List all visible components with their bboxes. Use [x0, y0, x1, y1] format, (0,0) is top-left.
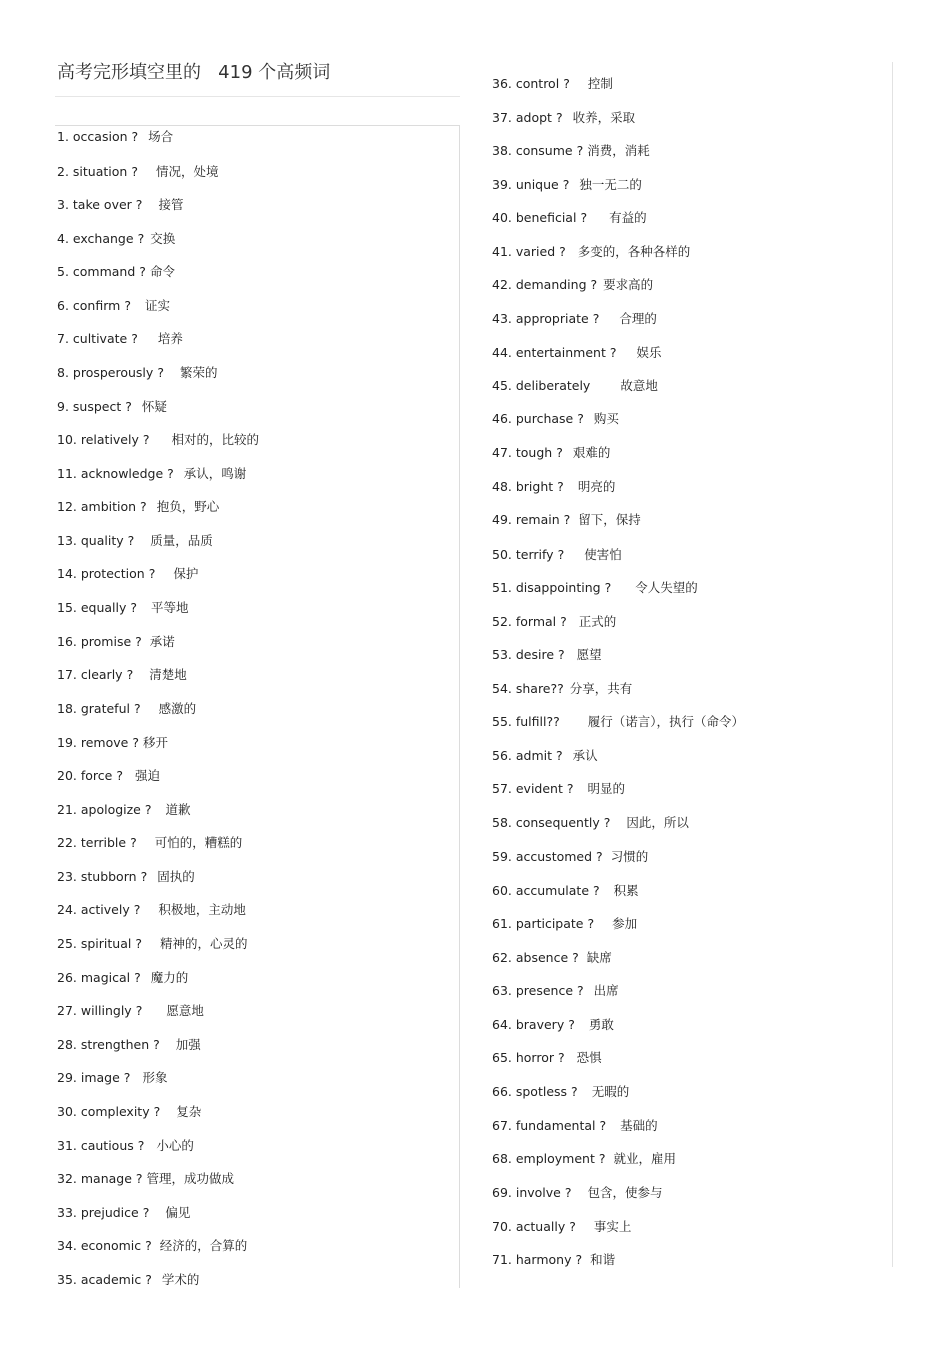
- title-divider: [55, 96, 460, 97]
- right-entry: [492, 1185, 663, 1201]
- right-entry: [492, 345, 662, 361]
- vocab-meaning: 就业，雇用: [613, 1151, 677, 1166]
- right-entry: [492, 76, 613, 92]
- vocab-term: 13. quality: [57, 533, 124, 548]
- vocab-term: 30. complexity: [57, 1104, 150, 1119]
- vocab-meaning: 保护: [173, 566, 199, 581]
- vocab-term: 52. formal: [492, 614, 557, 629]
- missing-phonetic-mark: ?: [148, 566, 156, 581]
- missing-phonetic-mark: ?: [569, 1219, 576, 1234]
- vocab-term: 70. actually: [492, 1219, 566, 1234]
- vocab-meaning: 留下，保持: [578, 512, 641, 527]
- right-entry: [492, 378, 658, 394]
- right-column-divider: [892, 62, 893, 1267]
- missing-phonetic-mark: ?: [555, 110, 563, 125]
- vocab-meaning: 积累: [613, 883, 639, 898]
- vocab-term: 4. exchange: [57, 231, 134, 246]
- left-entry: [57, 735, 168, 751]
- vocab-meaning: 小心的: [156, 1138, 194, 1153]
- missing-phonetic-mark: ?: [126, 667, 134, 682]
- missing-phonetic-mark: ?: [140, 869, 148, 884]
- missing-phonetic-mark: ?: [557, 547, 565, 562]
- vocab-meaning: 情况，处境: [155, 164, 219, 179]
- missing-phonetic-mark: ?: [133, 701, 141, 716]
- vocab-meaning: 怀疑: [141, 399, 167, 414]
- left-entry: [57, 1272, 199, 1288]
- vocab-meaning: 出席: [593, 983, 619, 998]
- left-entry: [57, 869, 195, 885]
- right-entry: [492, 781, 625, 797]
- missing-phonetic-mark: ?: [157, 365, 164, 380]
- vocab-meaning: 抱负，野心: [156, 499, 220, 514]
- vocab-meaning: 质量，品质: [150, 533, 213, 548]
- vocab-meaning: 艰难的: [572, 445, 611, 460]
- right-entry: [492, 244, 690, 260]
- vocab-meaning: 证实: [144, 298, 170, 313]
- vocab-term: 45. deliberately: [492, 378, 591, 393]
- vocab-meaning: 令人失望的: [635, 580, 698, 595]
- vocab-meaning: 包含，使参与: [587, 1185, 663, 1200]
- vocab-meaning: 明亮的: [577, 479, 616, 494]
- missing-phonetic-mark: ?: [562, 177, 570, 192]
- vocab-term: 12. ambition: [57, 499, 137, 514]
- vocab-meaning: 事实上: [593, 1219, 632, 1234]
- vocab-meaning: 交换: [150, 231, 176, 246]
- missing-phonetic-mark: ?: [127, 533, 135, 548]
- missing-phonetic-mark: ?: [137, 231, 145, 246]
- vocab-meaning: 感激的: [158, 701, 197, 716]
- vocab-term: 63. presence: [492, 983, 574, 998]
- left-entry: [57, 365, 217, 381]
- vocab-term: 38. consume: [492, 143, 573, 158]
- missing-phonetic-mark: ?: [135, 1003, 143, 1018]
- missing-phonetic-mark: ?: [131, 331, 138, 346]
- missing-phonetic-mark: ?: [135, 634, 142, 649]
- missing-phonetic-mark: ?: [132, 735, 139, 750]
- right-entry: [492, 714, 744, 730]
- vocab-term: 42. demanding: [492, 277, 587, 292]
- vocab-term: 59. accustomed: [492, 849, 593, 864]
- vocab-term: 64. bravery: [492, 1017, 565, 1032]
- vocab-meaning: 场合: [148, 129, 174, 144]
- missing-phonetic-mark: ?: [563, 512, 571, 527]
- missing-phonetic-mark: ?: [145, 1272, 152, 1287]
- missing-phonetic-mark: ?: [133, 902, 141, 917]
- left-entry: [57, 331, 183, 347]
- missing-phonetic-mark: ?: [590, 277, 598, 292]
- vocab-meaning: 消费，消耗: [587, 143, 650, 158]
- missing-phonetic-mark: ?: [572, 950, 579, 965]
- vocab-meaning: 愿意地: [166, 1003, 204, 1018]
- vocab-term: 27. willingly: [57, 1003, 132, 1018]
- missing-phonetic-mark: ?: [563, 76, 570, 91]
- left-entry: [57, 936, 248, 952]
- vocab-meaning: 因此，所以: [626, 815, 689, 830]
- left-entry: [57, 533, 213, 549]
- vocab-term: 58. consequently: [492, 815, 600, 830]
- missing-phonetic-mark: ?: [153, 1037, 160, 1052]
- right-entry: [492, 177, 642, 193]
- vocab-meaning: 道歉: [165, 802, 191, 817]
- left-entry: [57, 902, 246, 918]
- missing-phonetic-mark: ?: [145, 1238, 152, 1253]
- left-entry: [57, 667, 187, 683]
- vocab-term: 62. absence: [492, 950, 569, 965]
- vocab-term: 26. magical: [57, 970, 131, 985]
- vocab-meaning: 独一无二的: [579, 177, 642, 192]
- vocab-meaning: 清楚地: [149, 667, 187, 682]
- right-entry: [492, 681, 632, 697]
- vocab-term: 8. prosperously: [57, 365, 154, 380]
- vocab-meaning: 正式的: [578, 614, 617, 629]
- vocab-term: 32. manage: [57, 1171, 132, 1186]
- missing-phonetic-mark: ?: [559, 244, 566, 259]
- missing-phonetic-mark: ?: [587, 916, 595, 931]
- vocab-term: 3. take over: [57, 197, 132, 212]
- missing-phonetic-mark: ?: [556, 748, 563, 763]
- vocab-term: 53. desire: [492, 647, 555, 662]
- missing-phonetic-mark: ?: [557, 479, 564, 494]
- vocab-term: 66. spotless: [492, 1084, 568, 1099]
- right-entry: [492, 143, 650, 159]
- vocab-term: 2. situation: [57, 164, 128, 179]
- vocab-term: 35. academic: [57, 1272, 142, 1287]
- missing-phonetic-mark: ?: [564, 1185, 572, 1200]
- left-entry: [57, 1104, 201, 1120]
- left-entry: [57, 1205, 190, 1221]
- vocab-meaning: 恐惧: [576, 1050, 602, 1065]
- right-entry: [492, 479, 615, 495]
- page-title: 高考完形填空里的 419 个高频词: [57, 62, 331, 83]
- vocab-meaning: 加强: [175, 1037, 201, 1052]
- missing-phonetic-mark: ?: [153, 1104, 161, 1119]
- left-entry: [57, 399, 167, 415]
- right-entry: [492, 950, 612, 966]
- missing-phonetic-mark: ?: [571, 1084, 578, 1099]
- vocab-term: 71. harmony: [492, 1252, 572, 1267]
- vocab-meaning: 形象: [142, 1070, 168, 1085]
- vocab-meaning: 故意地: [620, 378, 658, 393]
- vocab-term: 25. spiritual: [57, 936, 132, 951]
- left-entry: [57, 432, 259, 448]
- missing-phonetic-mark: ?: [568, 1017, 575, 1032]
- left-entry: [57, 129, 173, 145]
- vocab-meaning: 繁荣的: [179, 365, 218, 380]
- missing-phonetic-mark: ?: [598, 1151, 606, 1166]
- missing-phonetic-mark: ?: [577, 411, 584, 426]
- vocab-meaning: 积极地，主动地: [158, 902, 246, 917]
- vocab-meaning: 固执的: [157, 869, 195, 884]
- missing-phonetic-mark: ?: [116, 768, 123, 783]
- vocab-meaning: 参加: [612, 916, 638, 931]
- vocab-term: 16. promise: [57, 634, 132, 649]
- vocab-term: 65. horror: [492, 1050, 554, 1065]
- missing-phonetic-mark: ?: [560, 614, 567, 629]
- vocab-meaning: 有益的: [609, 210, 647, 225]
- left-entry: [57, 1037, 201, 1053]
- missing-phonetic-mark: ?: [131, 164, 138, 179]
- missing-phonetic-mark: ?: [558, 1050, 565, 1065]
- vocab-term: 55. fulfill??: [492, 714, 560, 729]
- left-entry: [57, 298, 170, 314]
- vocab-term: 14. protection: [57, 566, 145, 581]
- vocab-meaning: 培养: [157, 331, 183, 346]
- missing-phonetic-mark: ?: [140, 499, 147, 514]
- left-entry: [57, 634, 175, 650]
- vocab-term: 61. participate: [492, 916, 584, 931]
- vocab-meaning: 基础的: [620, 1118, 658, 1133]
- missing-phonetic-mark: ?: [575, 1252, 583, 1267]
- vocab-meaning: 愿望: [576, 647, 602, 662]
- vocab-meaning: 购买: [593, 411, 619, 426]
- vocab-meaning: 使害怕: [584, 547, 622, 562]
- missing-phonetic-mark: ?: [603, 815, 611, 830]
- missing-phonetic-mark: ?: [123, 1070, 131, 1085]
- vocab-meaning: 和谐: [590, 1252, 616, 1267]
- vocab-meaning: 履行（诺言），执行（命令）: [587, 714, 745, 729]
- vocab-term: 7. cultivate: [57, 331, 128, 346]
- vocab-meaning: 分享，共有: [569, 681, 633, 696]
- vocab-meaning: 缺席: [586, 950, 612, 965]
- vocab-meaning: 强迫: [134, 768, 160, 783]
- vocab-term: 68. employment: [492, 1151, 595, 1166]
- vocab-meaning: 经济的，合算的: [159, 1238, 248, 1253]
- vocab-meaning: 多变的，各种各样的: [577, 244, 691, 259]
- vocab-term: 54. share??: [492, 681, 564, 696]
- vocab-term: 15. equally: [57, 600, 127, 615]
- missing-phonetic-mark: ?: [167, 466, 174, 481]
- missing-phonetic-mark: ?: [599, 1118, 607, 1133]
- vocab-meaning: 平等地: [151, 600, 189, 615]
- right-entry: [492, 1118, 658, 1134]
- vocab-meaning: 无暇的: [591, 1084, 630, 1099]
- missing-phonetic-mark: ?: [592, 311, 600, 326]
- right-entry: [492, 445, 610, 461]
- vocab-term: 21. apologize: [57, 802, 141, 817]
- missing-phonetic-mark: ?: [131, 129, 139, 144]
- vocab-term: 57. evident: [492, 781, 563, 796]
- right-entry: [492, 983, 619, 999]
- left-entry: [57, 1238, 247, 1254]
- missing-phonetic-mark: ?: [135, 1171, 143, 1186]
- vocab-term: 48. bright: [492, 479, 554, 494]
- missing-phonetic-mark: ?: [596, 849, 603, 864]
- missing-phonetic-mark: ?: [142, 1205, 150, 1220]
- right-entry: [492, 1219, 631, 1235]
- vocab-term: 11. acknowledge: [57, 466, 164, 481]
- missing-phonetic-mark: ?: [142, 432, 150, 447]
- vocab-meaning: 偏见: [165, 1205, 191, 1220]
- left-entry: [57, 499, 219, 515]
- missing-phonetic-mark: ?: [577, 983, 584, 998]
- right-entry: [492, 311, 657, 327]
- vocab-term: 20. force: [57, 768, 113, 783]
- vocab-term: 50. terrify: [492, 547, 554, 562]
- vocab-meaning: 承诺: [149, 634, 175, 649]
- vocab-term: 40. beneficial: [492, 210, 577, 225]
- vocab-term: 18. grateful: [57, 701, 130, 716]
- left-entry: [57, 466, 246, 482]
- left-entry: [57, 701, 196, 717]
- missing-phonetic-mark: ?: [609, 345, 617, 360]
- right-entry: [492, 647, 602, 663]
- missing-phonetic-mark: ?: [125, 399, 132, 414]
- vocab-meaning: 要求高的: [603, 277, 654, 292]
- right-entry: [492, 277, 653, 293]
- vocab-meaning: 接管: [158, 197, 184, 212]
- missing-phonetic-mark: ?: [576, 143, 584, 158]
- vocab-term: 6. confirm: [57, 298, 121, 313]
- right-entry: [492, 1017, 614, 1033]
- vocab-meaning: 收养，采取: [572, 110, 636, 125]
- vocab-meaning: 可怕的，糟糕的: [154, 835, 243, 850]
- missing-phonetic-mark: ?: [130, 600, 138, 615]
- missing-phonetic-mark: ?: [144, 802, 152, 817]
- left-entry: [57, 164, 218, 180]
- missing-phonetic-mark: ?: [556, 445, 563, 460]
- missing-phonetic-mark: ?: [130, 835, 137, 850]
- left-entry: [57, 600, 189, 616]
- missing-phonetic-mark: ?: [124, 298, 131, 313]
- vocab-meaning: 勇敢: [588, 1017, 614, 1032]
- vocab-meaning: 复杂: [176, 1104, 202, 1119]
- right-entry: [492, 883, 639, 899]
- vocab-meaning: 命令: [149, 264, 175, 279]
- right-entry: [492, 1252, 615, 1268]
- vocab-term: 56. admit: [492, 748, 552, 763]
- vocab-meaning: 控制: [587, 76, 613, 91]
- right-entry: [492, 512, 641, 528]
- vocab-meaning: 学术的: [161, 1272, 200, 1287]
- vocab-meaning: 管理，成功做成: [146, 1171, 235, 1186]
- vocab-term: 34. economic: [57, 1238, 142, 1253]
- vocab-term: 46. purchase: [492, 411, 574, 426]
- vocab-term: 44. entertainment: [492, 345, 606, 360]
- vocab-meaning: 明显的: [587, 781, 626, 796]
- left-entry: [57, 768, 160, 784]
- right-entry: [492, 1050, 602, 1066]
- vocab-term: 22. terrible: [57, 835, 127, 850]
- vocab-term: 60. accumulate: [492, 883, 590, 898]
- vocab-term: 41. varied: [492, 244, 556, 259]
- vocab-term: 36. control: [492, 76, 560, 91]
- vocab-term: 23. stubborn: [57, 869, 137, 884]
- vocab-term: 67. fundamental: [492, 1118, 596, 1133]
- missing-phonetic-mark: ?: [558, 647, 565, 662]
- vocab-term: 24. actively: [57, 902, 130, 917]
- vocab-term: 51. disappointing: [492, 580, 601, 595]
- right-entry: [492, 110, 635, 126]
- left-entry: [57, 802, 191, 818]
- missing-phonetic-mark: ?: [593, 883, 600, 898]
- left-entry: [57, 231, 175, 247]
- right-entry: [492, 849, 648, 865]
- right-entry: [492, 748, 598, 764]
- left-entry: [57, 566, 198, 582]
- vocab-term: 10. relatively: [57, 432, 139, 447]
- right-entry: [492, 547, 622, 563]
- vocab-meaning: 娱乐: [636, 345, 662, 360]
- left-entry: [57, 1138, 194, 1154]
- vocab-term: 31. cautious: [57, 1138, 134, 1153]
- right-entry: [492, 614, 616, 630]
- right-entry: [492, 1084, 629, 1100]
- missing-phonetic-mark: ?: [137, 1138, 145, 1153]
- missing-phonetic-mark: ?: [566, 781, 574, 796]
- right-entry: [492, 411, 619, 427]
- right-entry: [492, 815, 689, 831]
- right-entry: [492, 580, 698, 596]
- left-entry: [57, 1070, 167, 1086]
- missing-phonetic-mark: ?: [580, 210, 588, 225]
- vocab-meaning: 习惯的: [610, 849, 649, 864]
- vocab-term: 49. remain: [492, 512, 560, 527]
- vocab-term: 1. occasion: [57, 129, 128, 144]
- vocab-meaning: 承认，鸣谢: [183, 466, 247, 481]
- right-entry: [492, 210, 647, 226]
- vocab-meaning: 合理的: [619, 311, 657, 326]
- vocab-meaning: 承认: [572, 748, 598, 763]
- right-entry: [492, 1151, 676, 1167]
- vocab-term: 39. unique: [492, 177, 559, 192]
- vocab-term: 43. appropriate: [492, 311, 589, 326]
- vocab-term: 9. suspect: [57, 399, 122, 414]
- vocab-term: 29. image: [57, 1070, 120, 1085]
- vocab-meaning: 移开: [142, 735, 168, 750]
- vocab-term: 47. tough: [492, 445, 553, 460]
- left-entry: [57, 1003, 204, 1019]
- left-entry: [57, 970, 188, 986]
- left-entry: [57, 1171, 234, 1187]
- right-entry: [492, 916, 637, 932]
- vocab-term: 19. remove: [57, 735, 129, 750]
- missing-phonetic-mark: ?: [135, 197, 143, 212]
- vocab-term: 17. clearly: [57, 667, 123, 682]
- missing-phonetic-mark: ?: [139, 264, 146, 279]
- missing-phonetic-mark: ?: [134, 970, 141, 985]
- vocab-term: 28. strengthen: [57, 1037, 150, 1052]
- left-entry: [57, 264, 175, 280]
- vocab-term: 37. adopt: [492, 110, 552, 125]
- left-entry: [57, 835, 242, 851]
- missing-phonetic-mark: ?: [604, 580, 612, 595]
- vocab-term: 69. involve: [492, 1185, 561, 1200]
- vocab-term: 33. prejudice: [57, 1205, 139, 1220]
- vocab-meaning: 相对的，比较的: [171, 432, 260, 447]
- vocab-term: 5. command: [57, 264, 136, 279]
- vocab-meaning: 魔力的: [150, 970, 189, 985]
- vocab-meaning: 精神的，心灵的: [159, 936, 248, 951]
- missing-phonetic-mark: ?: [135, 936, 142, 951]
- left-entry: [57, 197, 183, 213]
